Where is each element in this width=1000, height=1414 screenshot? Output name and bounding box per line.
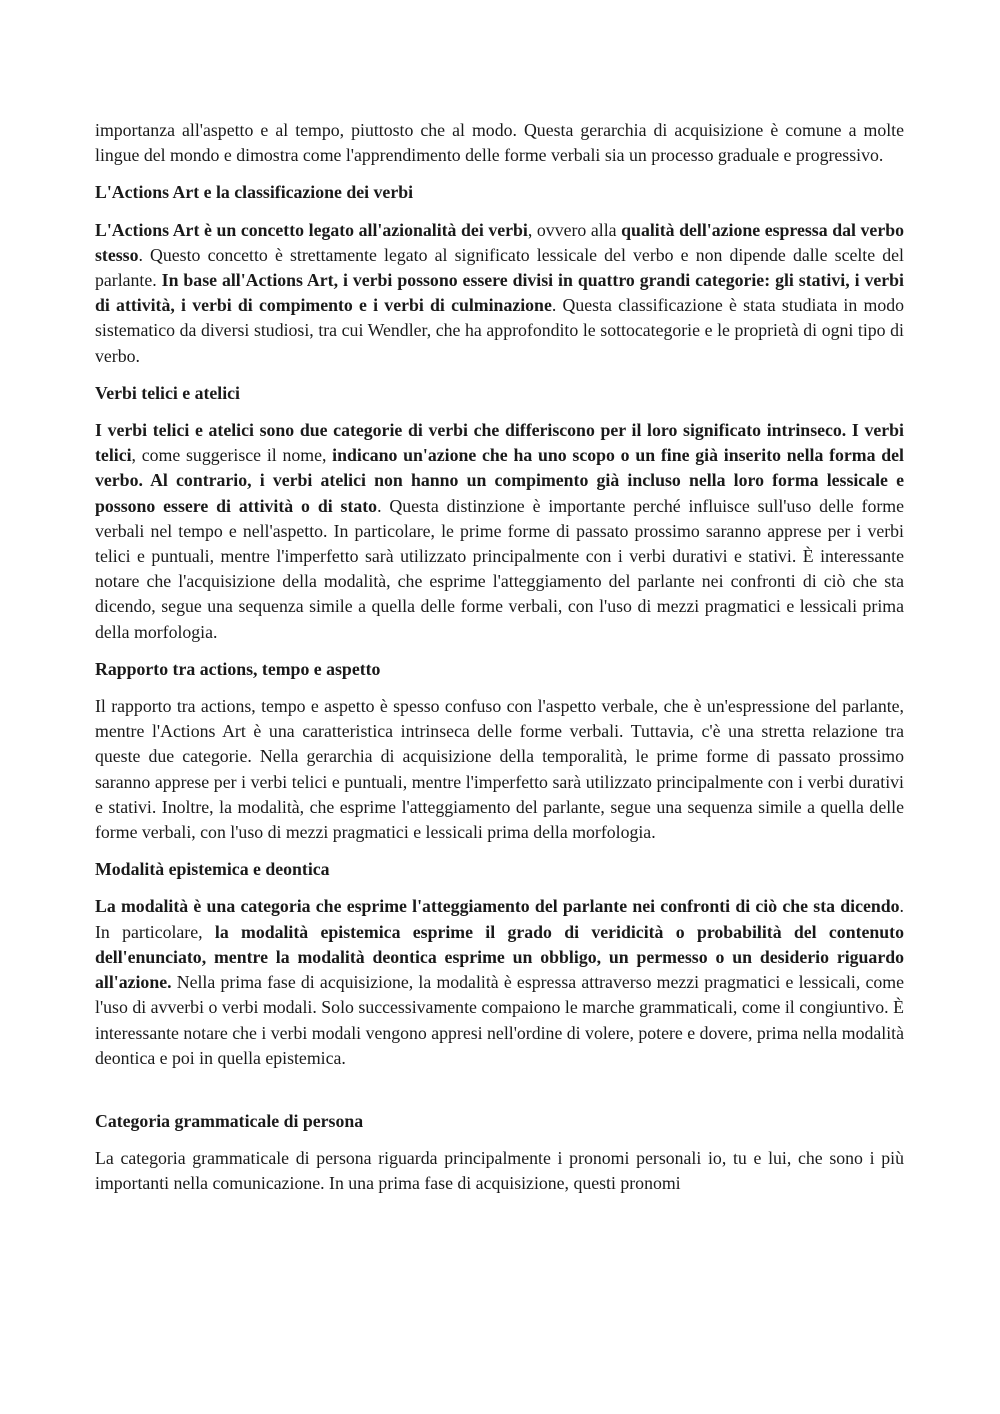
paragraph-text: importanza all'aspetto e al tempo, piuttosto che al modo. Questa gerarchia di acquisizione è comune a molte lingue del mondo e dimostra come l'apprendimento delle forme verbali sia un processo graduale e progressivo. <box>95 120 904 166</box>
paragraph-text: Nella prima fase di acquisizione, la modalità è espressa attraverso mezzi pragmatici e lessicali, come l'uso di avverbi o verbi modali. Solo successivamente compaiono le marche grammaticali, come il congiuntivo. È interessante notare che i verbi modali vengono appresi nell'ordine di volere, potere e dovere, prima nella modalità deontica e poi in quella epistemica. <box>95 972 904 1068</box>
section-heading-actions-art: L'Actions Art e la classificazione dei verbi <box>95 182 414 203</box>
paragraph-text: . Questa classificazione è stata studiata in modo sistematico da diversi studiosi, tra cui Wendler, che ha approfondito le sottocategorie e le proprietà di ogni tipo di verbo. <box>95 295 904 366</box>
paragraph-text: Il rapporto tra actions, tempo e aspetto è spesso confuso con l'aspetto verbale, che è un'espressione del parlante, mentre l'Actions Art è una caratteristica intrinseca delle forme verbali. Tuttavia, c'è una stretta relazione tra queste due categorie. Nella gerarchia di acquisizione della temporalità, le prime forme di passato prossimo saranno apprese per i verbi telici e puntuali, mentre l'imperfetto sarà utilizzato principalmente con i verbi durativi e stativi. Inoltre, la modalità, che esprime l'atteggiamento del parlante, segue una sequenza simile a quella delle forme verbali, con l'uso di mezzi pragmatici e lessicali prima della morfologia. <box>95 696 904 843</box>
paragraph-text: . Questo concetto è strettamente legato al significato lessicale del verbo e non dipende dalle scelte del parlante. <box>95 244 904 291</box>
section-heading-modalita: Modalità epistemica e deontica <box>95 859 330 880</box>
paragraph-text: . In particolare, <box>95 896 904 942</box>
section-heading-rapporto: Rapporto tra actions, tempo e aspetto <box>95 658 381 679</box>
bold-text: indicano un'azione che ha uno scopo o un fine già inserito nella forma del verbo. Al contrario, i verbi atelici non hanno un compimento già incluso nella loro forma lessicale e possono essere di attività o di stato <box>95 445 904 516</box>
paragraph-telici <box>95 418 904 645</box>
section-heading-persona: Categoria grammaticale di persona <box>95 1110 364 1131</box>
bold-text: la modalità epistemica esprime il grado di veridicità o probabilità del contenuto dell'enunciato, mentre la modalità deontica esprime un obbligo, un permesso o un desiderio riguardo all'azione. <box>95 921 904 993</box>
paragraph-actions-art <box>95 218 904 369</box>
paragraph-intro <box>95 118 904 168</box>
paragraph-text: , ovvero alla <box>527 219 622 240</box>
paragraph-text: . Questa distinzione è importante perché influisce sull'uso delle forme verbali nel tempo e nell'aspetto. In particolare, le prime forme di passato prossimo saranno apprese per i verbi telici e puntuali, mentre l'imperfetto sarà utilizzato principalmente con i verbi durativi e stativi. È interessante notare che l'acquisizione della modalità, che esprime l'atteggiamento del parlante nei confronti di ciò che sta dicendo, segue una sequenza simile a quella delle forme verbali, con l'uso di mezzi pragmatici e lessicali prima della morfologia. <box>95 495 904 642</box>
paragraph-text: La categoria grammaticale di persona riguarda principalmente i pronomi personali io, tu e lui, che sono i più importanti nella comunicazione. In una prima fase di acquisizione, questi pronomi <box>95 1148 904 1194</box>
paragraph-text: , come suggerisce il nome, <box>131 445 333 466</box>
bold-text: I verbi telici e atelici sono due categorie di verbi che differiscono per il loro significato intrinseco. I verbi telici <box>95 420 904 466</box>
paragraph-modalita <box>95 894 904 1070</box>
bold-text: In base all'Actions Art, i verbi possono essere divisi in quattro grandi categorie: gli stativi, i verbi di attività, i verbi di compimento e i verbi di culminazione <box>95 270 904 316</box>
section-heading-telici: Verbi telici e atelici <box>95 382 240 403</box>
bold-text: L'Actions Art è un concetto legato all'azionalità dei verbi <box>95 219 528 240</box>
paragraph-rapporto <box>95 694 904 845</box>
paragraph-persona <box>95 1146 904 1196</box>
document-page <box>95 118 904 1209</box>
bold-text: qualità dell'azione espressa dal verbo stesso <box>95 219 904 265</box>
bold-text: La modalità è una categoria che esprime l'atteggiamento del parlante nei confronti di ciò che sta dicendo <box>95 896 900 917</box>
